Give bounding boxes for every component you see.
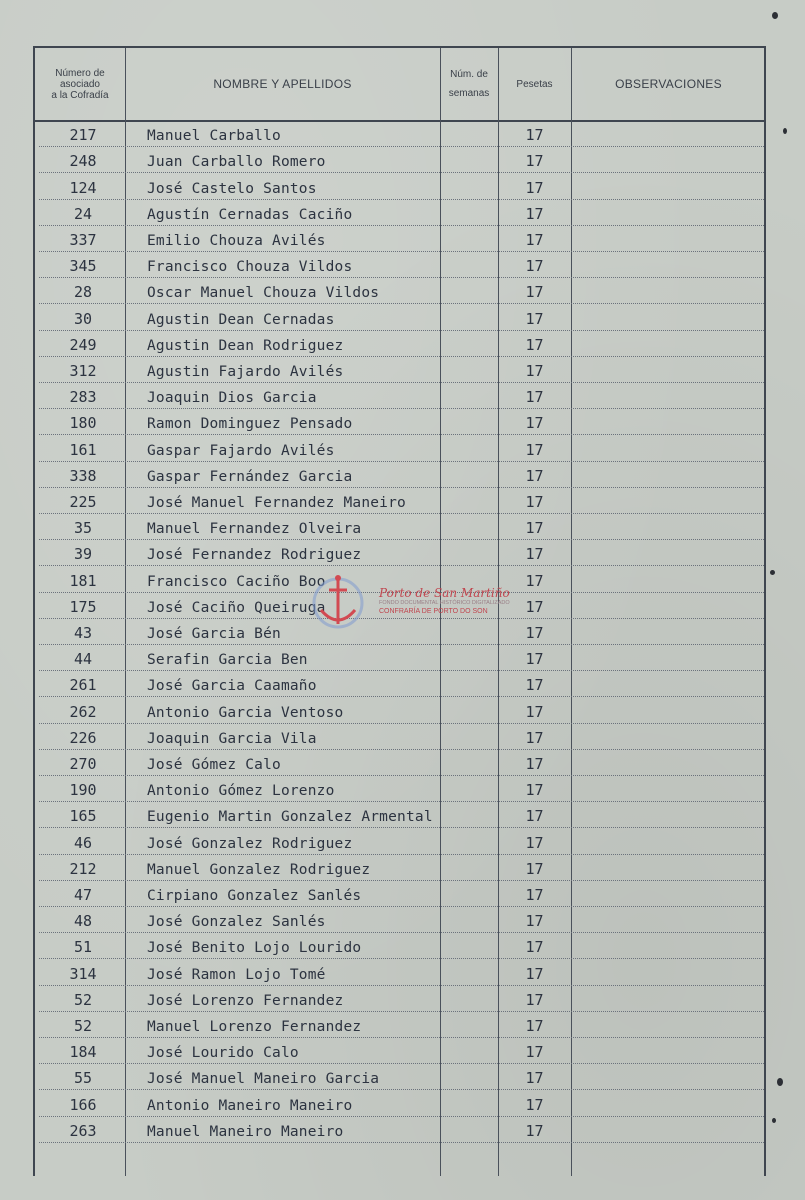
pesetas-amount: 17 [525,1043,544,1062]
member-number: 263 [69,1121,97,1140]
header-observations: OBSERVACIONES [615,77,722,91]
header-weeks-line1: Núm. de [450,69,488,80]
header-number-line2: asociado [59,78,100,90]
table-row [39,382,764,409]
member-number: 28 [73,283,93,302]
member-name: Manuel Maneiro Maneiro [147,1123,344,1140]
member-name: Manuel Fernandez Olveira [147,521,362,538]
member-number: 249 [69,335,97,354]
member-name: José Garcia Caamaño [147,678,317,695]
pesetas-amount: 17 [525,1095,544,1114]
member-name: Manuel Carballo [147,128,281,145]
member-number: 46 [73,833,93,852]
header-name: NOMBRE Y APELLIDOS [213,77,352,91]
member-number: 51 [73,938,93,957]
pesetas-amount: 17 [525,440,544,459]
pesetas-amount: 17 [525,283,544,302]
member-number: 314 [69,964,97,983]
pesetas-amount: 17 [525,204,544,223]
table-header [35,48,764,122]
table-row [39,487,764,514]
pesetas-amount: 17 [525,781,544,800]
table-row [39,513,764,540]
table-row [39,775,764,802]
member-name: Joaquin Dios Garcia [147,390,317,407]
member-number: 180 [69,414,97,433]
member-name: Antonio Garcia Ventoso [147,704,344,721]
member-number: 30 [73,309,93,328]
member-number: 39 [73,545,93,564]
header-weeks-line2: semanas [448,88,490,99]
table-row [39,408,764,435]
anchor-logo-icon [303,568,373,638]
ink-blot [777,1078,783,1086]
member-name: José Manuel Maneiro Garcia [147,1071,380,1088]
pesetas-amount: 17 [525,597,544,616]
table-row [39,434,764,461]
member-number: 161 [69,440,97,459]
member-name: José Lorenzo Fernandez [147,992,344,1009]
table-row [39,461,764,488]
member-name: Serafin Garcia Ben [147,652,308,669]
table-row [39,356,764,383]
member-name: José Caciño Queiruga [147,599,326,616]
member-name: Emilio Chouza Avilés [147,232,326,249]
table-row [39,932,764,959]
member-number: 165 [69,807,97,826]
member-name: Cirpiano Gonzalez Sanlés [147,887,362,904]
pesetas-amount: 17 [525,728,544,747]
pesetas-amount: 17 [525,623,544,642]
pesetas-amount: 17 [525,702,544,721]
member-number: 24 [73,204,93,223]
table-row [39,539,764,566]
member-name: Joaquin Garcia Vila [147,730,317,747]
stamp-title: Porto de San Martiño [379,586,510,600]
pesetas-amount: 17 [525,309,544,328]
table-row [39,1011,764,1038]
member-name: Agustín Cernadas Caciño [147,206,353,223]
member-number: 35 [73,519,93,538]
table-row [39,906,764,933]
member-name: José Castelo Santos [147,180,317,197]
member-name: Oscar Manuel Chouza Vildos [147,285,380,302]
member-number: 181 [69,571,97,590]
member-number: 338 [69,466,97,485]
ink-blot [772,12,778,19]
pesetas-amount: 17 [525,126,544,145]
member-number: 190 [69,781,97,800]
stamp-organization: CONFRARÍA DE PORTO DO SON [379,608,488,615]
member-name: Juan Carballo Romero [147,154,326,171]
pesetas-amount: 17 [525,335,544,354]
pesetas-amount: 17 [525,257,544,276]
archive-stamp [303,568,533,648]
pesetas-amount: 17 [525,885,544,904]
pesetas-amount: 17 [525,964,544,983]
member-number: 225 [69,492,97,511]
pesetas-amount: 17 [525,152,544,171]
member-name: Gaspar Fernández Garcia [147,468,353,485]
table-row [39,172,764,199]
member-number: 217 [69,126,97,145]
pesetas-amount: 17 [525,1069,544,1088]
table-row [39,277,764,304]
table-row [39,1037,764,1064]
pesetas-amount: 17 [525,1016,544,1035]
member-name: Eugenio Martin Gonzalez Armental [147,809,433,826]
table-row [39,670,764,697]
member-number: 48 [73,912,93,931]
pesetas-amount: 17 [525,388,544,407]
member-name: José Lourido Calo [147,1045,299,1062]
table-row [39,225,764,252]
pesetas-amount: 17 [525,466,544,485]
member-number: 262 [69,702,97,721]
member-number: 52 [73,1016,93,1035]
header-weeks [440,48,498,120]
member-number: 44 [73,650,93,669]
table-row [39,696,764,723]
ink-blot [783,128,787,134]
table-body [35,120,764,1176]
table-row [39,827,764,854]
member-number: 226 [69,728,97,747]
member-number: 43 [73,623,93,642]
table-row [39,801,764,828]
pesetas-amount: 17 [525,414,544,433]
pesetas-amount: 17 [525,990,544,1009]
pesetas-amount: 17 [525,571,544,590]
header-pesetas: Pesetas [516,78,553,90]
member-number: 166 [69,1095,97,1114]
table-row [39,723,764,750]
member-number: 261 [69,676,97,695]
member-number: 248 [69,152,97,171]
member-name: Francisco Chouza Vildos [147,259,353,276]
pesetas-amount: 17 [525,650,544,669]
member-number: 175 [69,597,97,616]
table-row [39,251,764,278]
table-row [39,749,764,776]
table-row [39,1063,764,1090]
table-row [39,146,764,173]
pesetas-amount: 17 [525,361,544,380]
table-row [39,958,764,985]
stamp-subtitle: FONDO DOCUMENTAL HISTÓRICO DIGITALIZADO [379,600,510,606]
member-number: 52 [73,990,93,1009]
member-name: Agustin Dean Rodriguez [147,337,344,354]
member-name: José Ramon Lojo Tomé [147,966,326,983]
table-row [39,854,764,881]
member-name: Francisco Caciño Boo [147,573,326,590]
member-number: 124 [69,178,97,197]
table-row [39,199,764,226]
table-row [39,330,764,357]
member-name: José Manuel Fernandez Maneiro [147,494,406,511]
member-number: 184 [69,1043,97,1062]
member-number: 47 [73,885,93,904]
member-name: José Garcia Bén [147,625,281,642]
member-name: Manuel Lorenzo Fernandez [147,1018,362,1035]
member-number: 55 [73,1069,93,1088]
header-number-line3: a la Cofradía [51,89,109,101]
member-name: José Benito Lojo Lourido [147,940,362,957]
member-name: Manuel Gonzalez Rodriguez [147,861,371,878]
pesetas-amount: 17 [525,1121,544,1140]
member-number: 212 [69,859,97,878]
header-member-number [35,48,125,120]
table-row [39,1116,764,1143]
member-name: José Gonzalez Sanlés [147,914,326,931]
table-row [39,985,764,1012]
member-number: 337 [69,230,97,249]
table-row [39,303,764,330]
member-number: 270 [69,754,97,773]
member-name: José Fernandez Rodriguez [147,547,362,564]
pesetas-amount: 17 [525,230,544,249]
member-name: Antonio Maneiro Maneiro [147,1097,353,1114]
pesetas-amount: 17 [525,178,544,197]
member-number: 312 [69,361,97,380]
pesetas-amount: 17 [525,519,544,538]
pesetas-amount: 17 [525,754,544,773]
member-name: José Gómez Calo [147,756,281,773]
header-number-line1: Número de [55,67,105,79]
pesetas-amount: 17 [525,807,544,826]
pesetas-amount: 17 [525,833,544,852]
member-name: Ramon Dominguez Pensado [147,416,353,433]
pesetas-amount: 17 [525,492,544,511]
member-name: Antonio Gómez Lorenzo [147,783,335,800]
member-name: Agustin Fajardo Avilés [147,363,344,380]
table-row [39,880,764,907]
pesetas-amount: 17 [525,545,544,564]
table-row [39,1089,764,1116]
pesetas-amount: 17 [525,912,544,931]
ink-blot [770,570,775,575]
member-name: Agustin Dean Cernadas [147,311,335,328]
table-row [39,644,764,671]
table-row [39,120,764,147]
pesetas-amount: 17 [525,676,544,695]
member-name: Gaspar Fajardo Avilés [147,442,335,459]
pesetas-amount: 17 [525,938,544,957]
pesetas-amount: 17 [525,859,544,878]
member-name: José Gonzalez Rodriguez [147,835,353,852]
member-number: 345 [69,257,97,276]
member-number: 283 [69,388,97,407]
ink-blot [772,1118,776,1123]
